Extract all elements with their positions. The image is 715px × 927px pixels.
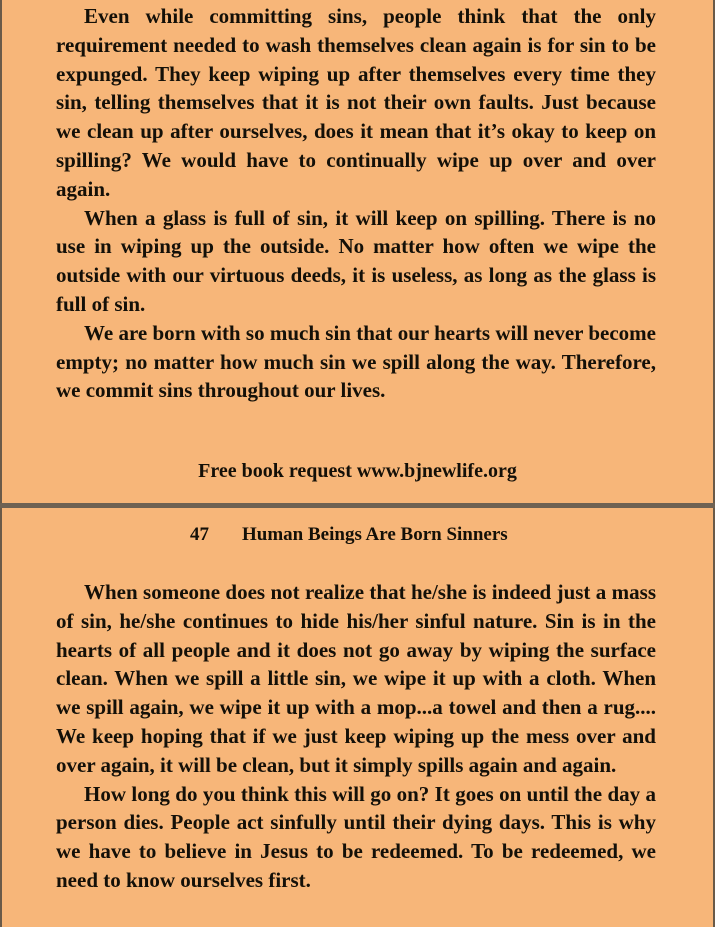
top-page-body — [56, 2, 656, 405]
bottom-page-body — [56, 578, 656, 895]
page-footer: Free book request www.bjnewlife.org — [198, 460, 517, 482]
paragraph: Even while committing sins, people think that the only requirement needed to wash themselves clean again is for sin to be expunged. They keep wiping up after themselves every time they sin, telling themselves that it is not their own faults. Just because we clean up after ourselves, does it mean that it’s okay to keep on spilling? We would have to continually wipe up over and over again. — [56, 4, 656, 201]
paragraph: When a glass is full of sin, it will keep on spilling. There is no use in wiping up the outside. No matter how often we wipe the outside with our virtuous deeds, it is useless, as long as the glass is full of sin. — [56, 205, 656, 316]
paragraph: We are born with so much sin that our hearts will never become empty; no matter how much sin we spill along the way. Therefore, we commit sins throughout our lives. — [56, 320, 656, 403]
page-divider — [0, 503, 715, 508]
paragraph: How long do you think this will go on? It goes on until the day a person dies. People act sinfully until their dying days. This is why we have to believe in Jesus to be redeemed. To be redeemed, we need to know ourselves first. — [56, 781, 656, 892]
page-number: 47 — [190, 524, 209, 545]
page-header — [190, 524, 508, 546]
running-title: Human Beings Are Born Sinners — [242, 524, 508, 545]
paragraph: When someone does not realize that he/she is indeed just a mass of sin, he/she continues to hide his/her sinful nature. Sin is in the hearts of all people and it does not go away by wiping the surface clean. When we spill a little sin, we wipe it up with a cloth. When we spill again, we wipe it up with a mop...a towel and then a rug.... We keep hoping that if we just keep wiping up the mess over and over again, it will be clean, but it simply spills again and again. — [56, 580, 656, 777]
